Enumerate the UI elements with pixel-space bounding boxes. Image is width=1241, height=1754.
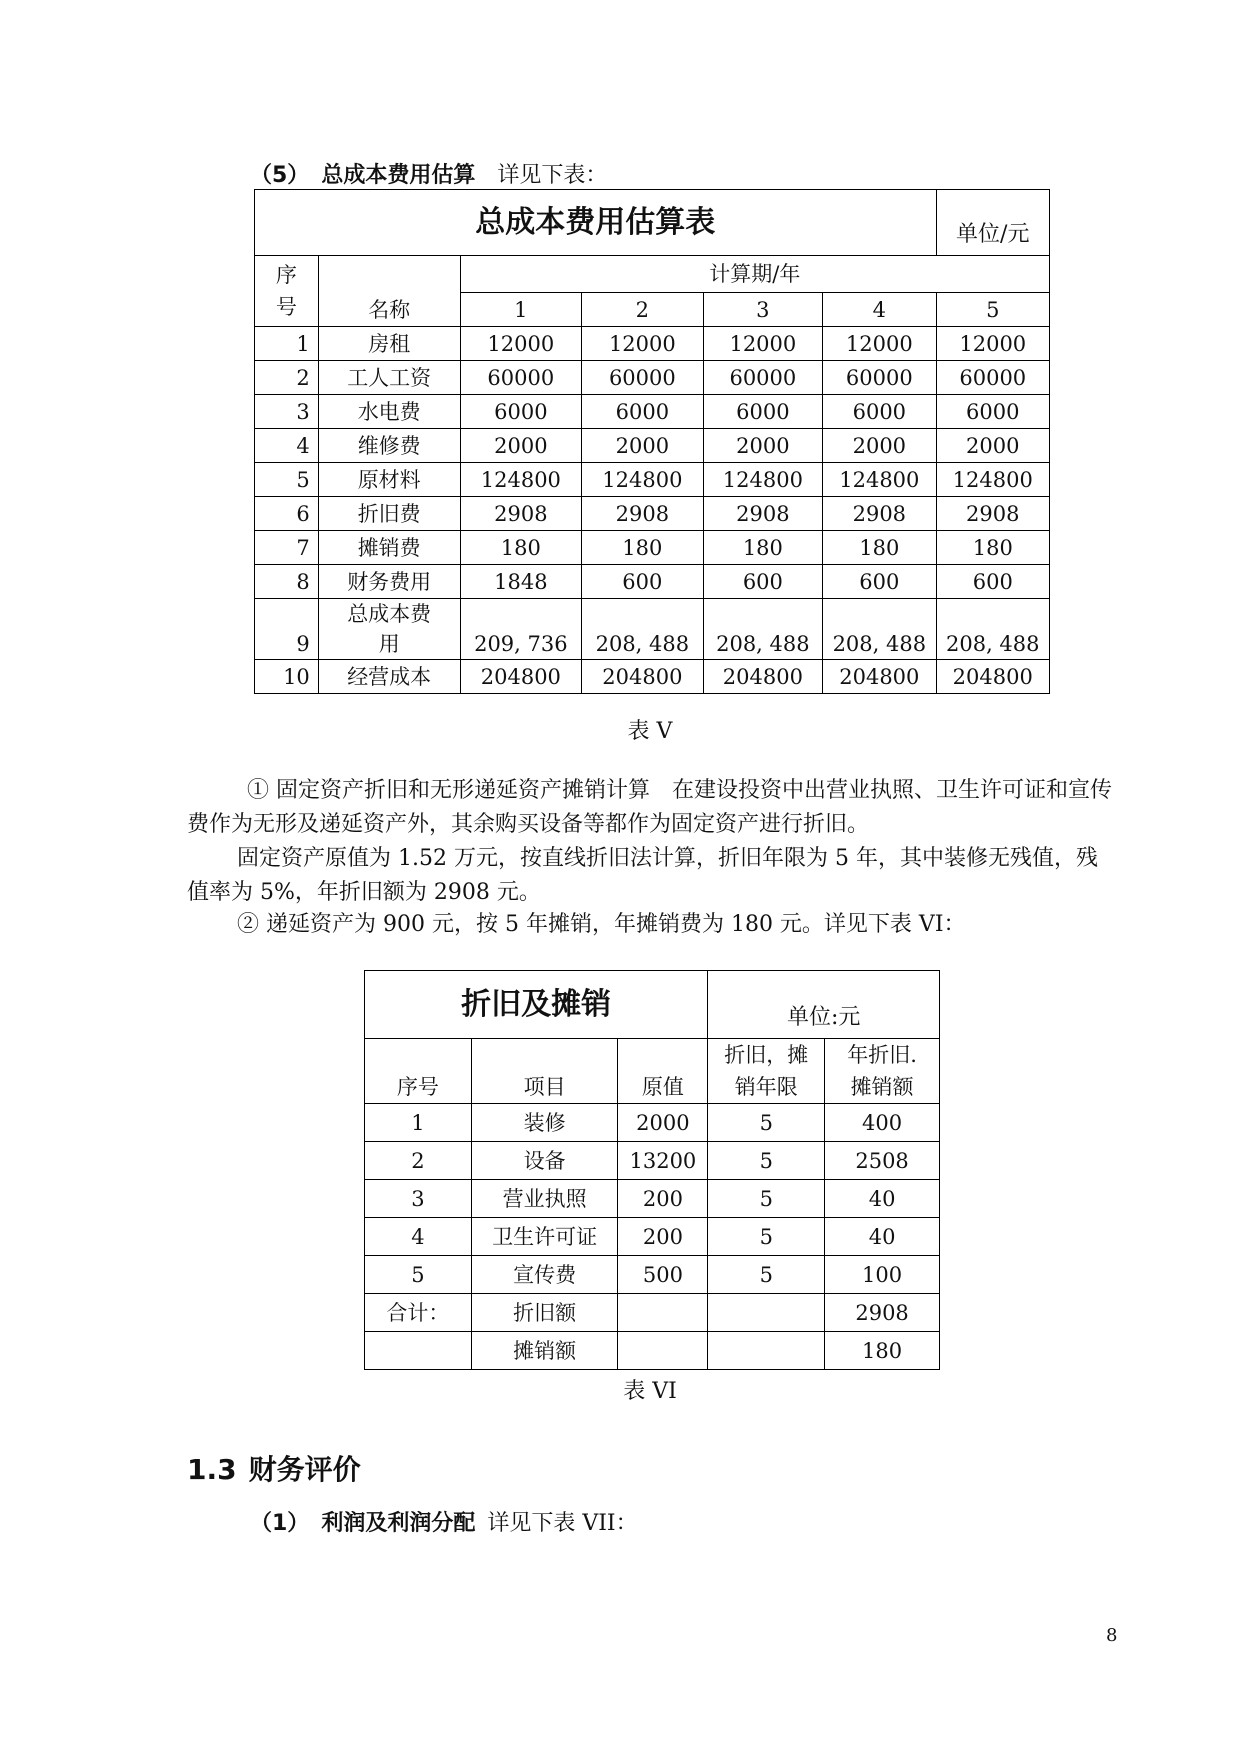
cell-value: 4 (365, 1218, 472, 1256)
row-name: 折旧费 (318, 497, 460, 531)
cell-value: 2000 (703, 429, 823, 463)
col-header: 折旧，摊 销年限 (708, 1039, 825, 1104)
cell-value: 摊销额 (471, 1332, 618, 1370)
heading-title: 利润及利润分配 (321, 1511, 476, 1536)
cell-value: 合计： (365, 1294, 472, 1332)
cell-value: 2000 (936, 429, 1049, 463)
col-index-header: 序 号 (255, 256, 319, 327)
row-index: 5 (255, 463, 319, 497)
year-header: 4 (823, 293, 936, 327)
table-row (255, 565, 1050, 599)
table-row (255, 361, 1050, 395)
cell-value: 40 (825, 1180, 940, 1218)
table-row (255, 429, 1050, 463)
cell-value (618, 1332, 708, 1370)
row-name: 总成本费 用 (318, 599, 460, 660)
row-name: 工人工资 (318, 361, 460, 395)
cell-value: 2000 (618, 1104, 708, 1142)
table-row (255, 531, 1050, 565)
cell-value: 60000 (582, 361, 704, 395)
heading-number: （1） (250, 1511, 310, 1536)
cell-value: 124800 (936, 463, 1049, 497)
cell-value: 折旧额 (471, 1294, 618, 1332)
cell-value: 400 (825, 1104, 940, 1142)
cell-value: 124800 (823, 463, 936, 497)
table-caption: 表 V (627, 719, 673, 744)
table-caption: 表 VI (623, 1379, 677, 1404)
cell-value: 6000 (582, 395, 704, 429)
cell-value: 600 (936, 565, 1049, 599)
cell-value: 208, 488 (823, 599, 936, 660)
cell-value: 180 (460, 531, 582, 565)
cell-value: 204800 (703, 660, 823, 694)
cell-value: 180 (825, 1332, 940, 1370)
cell-value: 12000 (823, 327, 936, 361)
row-name: 原材料 (318, 463, 460, 497)
cell-value: 5 (708, 1256, 825, 1294)
cell-value: 500 (618, 1256, 708, 1294)
cell-value: 200 (618, 1180, 708, 1218)
col-header: 项目 (471, 1039, 618, 1104)
cell-value: 600 (582, 565, 704, 599)
cell-value: 60000 (823, 361, 936, 395)
paragraph: 固定资产原值为 1.52 万元，按直线折旧法计算，折旧年限为 5 年，其中装修无残值，残值率为 5%，年折旧额为 2908 元。 (187, 846, 1098, 905)
row-name: 摊销费 (318, 531, 460, 565)
heading-number: （5） (250, 163, 310, 188)
table-row (365, 1294, 940, 1332)
row-index: 7 (255, 531, 319, 565)
cell-value: 40 (825, 1218, 940, 1256)
table-title: 总成本费用估算表 (255, 190, 937, 256)
heading-note: 详见下表： (497, 163, 608, 188)
cell-value: 2908 (582, 497, 704, 531)
cell-value: 设备 (471, 1142, 618, 1180)
year-header: 3 (703, 293, 823, 327)
paragraph: ② 递延资产为 900 元，按 5 年摊销，年摊销费为 180 元。详见下表 VI： (237, 912, 966, 937)
col-name-header: 名称 (318, 256, 460, 327)
cell-value: 600 (823, 565, 936, 599)
cell-value: 2908 (460, 497, 582, 531)
row-index: 3 (255, 395, 319, 429)
cell-value (365, 1332, 472, 1370)
table-row (365, 1104, 940, 1142)
cell-value: 208, 488 (703, 599, 823, 660)
row-index: 10 (255, 660, 319, 694)
page-number: 8 (1106, 1625, 1118, 1646)
cell-value: 6000 (460, 395, 582, 429)
table-row (365, 1218, 940, 1256)
cell-value: 208, 488 (936, 599, 1049, 660)
cell-value: 12000 (582, 327, 704, 361)
cell-value: 180 (823, 531, 936, 565)
table-row (365, 1332, 940, 1370)
cell-value: 5 (708, 1180, 825, 1218)
paragraph: ① 固定资产折旧和无形递延资产摊销计算 在建设投资中出营业执照、卫生许可证和宣传费作为无形及递延资产外，其余购买设备等都作为固定资产进行折旧。 (187, 778, 1112, 837)
table-unit: 单位:元 (708, 971, 940, 1039)
cell-value (618, 1294, 708, 1332)
table-row (365, 1180, 940, 1218)
cell-value: 180 (936, 531, 1049, 565)
cell-value: 2908 (936, 497, 1049, 531)
cell-value: 600 (703, 565, 823, 599)
table-row (365, 1142, 940, 1180)
cell-value: 204800 (582, 660, 704, 694)
cell-value: 12000 (460, 327, 582, 361)
table-row (255, 599, 1050, 660)
cell-value: 124800 (460, 463, 582, 497)
table-row (365, 1256, 940, 1294)
table-row (255, 497, 1050, 531)
col-header: 年折旧. 摊销额 (825, 1039, 940, 1104)
cell-value: 180 (582, 531, 704, 565)
table-row (255, 660, 1050, 694)
table-row (255, 327, 1050, 361)
cell-value: 5 (708, 1104, 825, 1142)
period-header: 计算期/年 (460, 256, 1049, 293)
section-number: 1.3 (187, 1453, 237, 1486)
cell-value: 1848 (460, 565, 582, 599)
col-header: 原值 (618, 1039, 708, 1104)
cell-value: 1 (365, 1104, 472, 1142)
cell-value: 6000 (936, 395, 1049, 429)
cell-value: 208, 488 (582, 599, 704, 660)
section-heading-1 (250, 1506, 638, 1537)
row-name: 房租 (318, 327, 460, 361)
cell-value: 2 (365, 1142, 472, 1180)
cell-value: 6000 (703, 395, 823, 429)
cell-value: 2908 (825, 1294, 940, 1332)
table-title: 折旧及摊销 (365, 971, 708, 1039)
table-row (255, 395, 1050, 429)
row-index: 2 (255, 361, 319, 395)
cell-value: 12000 (703, 327, 823, 361)
row-index: 1 (255, 327, 319, 361)
cell-value: 卫生许可证 (471, 1218, 618, 1256)
cell-value: 204800 (823, 660, 936, 694)
table-unit: 单位/元 (936, 190, 1049, 256)
section-heading-5 (250, 158, 607, 189)
cell-value (708, 1332, 825, 1370)
cell-value: 5 (708, 1218, 825, 1256)
cell-value: 3 (365, 1180, 472, 1218)
cell-value: 204800 (936, 660, 1049, 694)
heading-note: 详见下表 VII： (487, 1511, 638, 1536)
cell-value (708, 1294, 825, 1332)
cell-value: 2000 (582, 429, 704, 463)
cell-value: 2000 (460, 429, 582, 463)
cell-value: 12000 (936, 327, 1049, 361)
col-header: 序号 (365, 1039, 472, 1104)
cell-value: 60000 (460, 361, 582, 395)
cell-value: 装修 (471, 1104, 618, 1142)
row-name: 经营成本 (318, 660, 460, 694)
cell-value: 60000 (936, 361, 1049, 395)
depreciation-table (364, 970, 940, 1370)
cell-value: 6000 (823, 395, 936, 429)
cell-value: 2908 (823, 497, 936, 531)
section-title: 财务评价 (248, 1453, 361, 1486)
cell-value: 5 (708, 1142, 825, 1180)
row-index: 4 (255, 429, 319, 463)
cell-value: 13200 (618, 1142, 708, 1180)
row-name: 维修费 (318, 429, 460, 463)
table-row (255, 463, 1050, 497)
row-name: 水电费 (318, 395, 460, 429)
year-header: 1 (460, 293, 582, 327)
cell-value: 营业执照 (471, 1180, 618, 1218)
cell-value: 180 (703, 531, 823, 565)
total-cost-table (254, 189, 1050, 694)
cell-value: 2508 (825, 1142, 940, 1180)
section-heading (187, 1448, 361, 1488)
cell-value: 2000 (823, 429, 936, 463)
cell-value: 200 (618, 1218, 708, 1256)
row-index: 6 (255, 497, 319, 531)
cell-value: 124800 (703, 463, 823, 497)
cell-value: 5 (365, 1256, 472, 1294)
row-index: 9 (255, 599, 319, 660)
year-header: 5 (936, 293, 1049, 327)
cell-value: 124800 (582, 463, 704, 497)
cell-value: 209, 736 (460, 599, 582, 660)
cell-value: 100 (825, 1256, 940, 1294)
cell-value: 204800 (460, 660, 582, 694)
cell-value: 60000 (703, 361, 823, 395)
row-name: 财务费用 (318, 565, 460, 599)
year-header: 2 (582, 293, 704, 327)
heading-title: 总成本费用估算 (321, 163, 476, 188)
cell-value: 2908 (703, 497, 823, 531)
cell-value: 宣传费 (471, 1256, 618, 1294)
row-index: 8 (255, 565, 319, 599)
